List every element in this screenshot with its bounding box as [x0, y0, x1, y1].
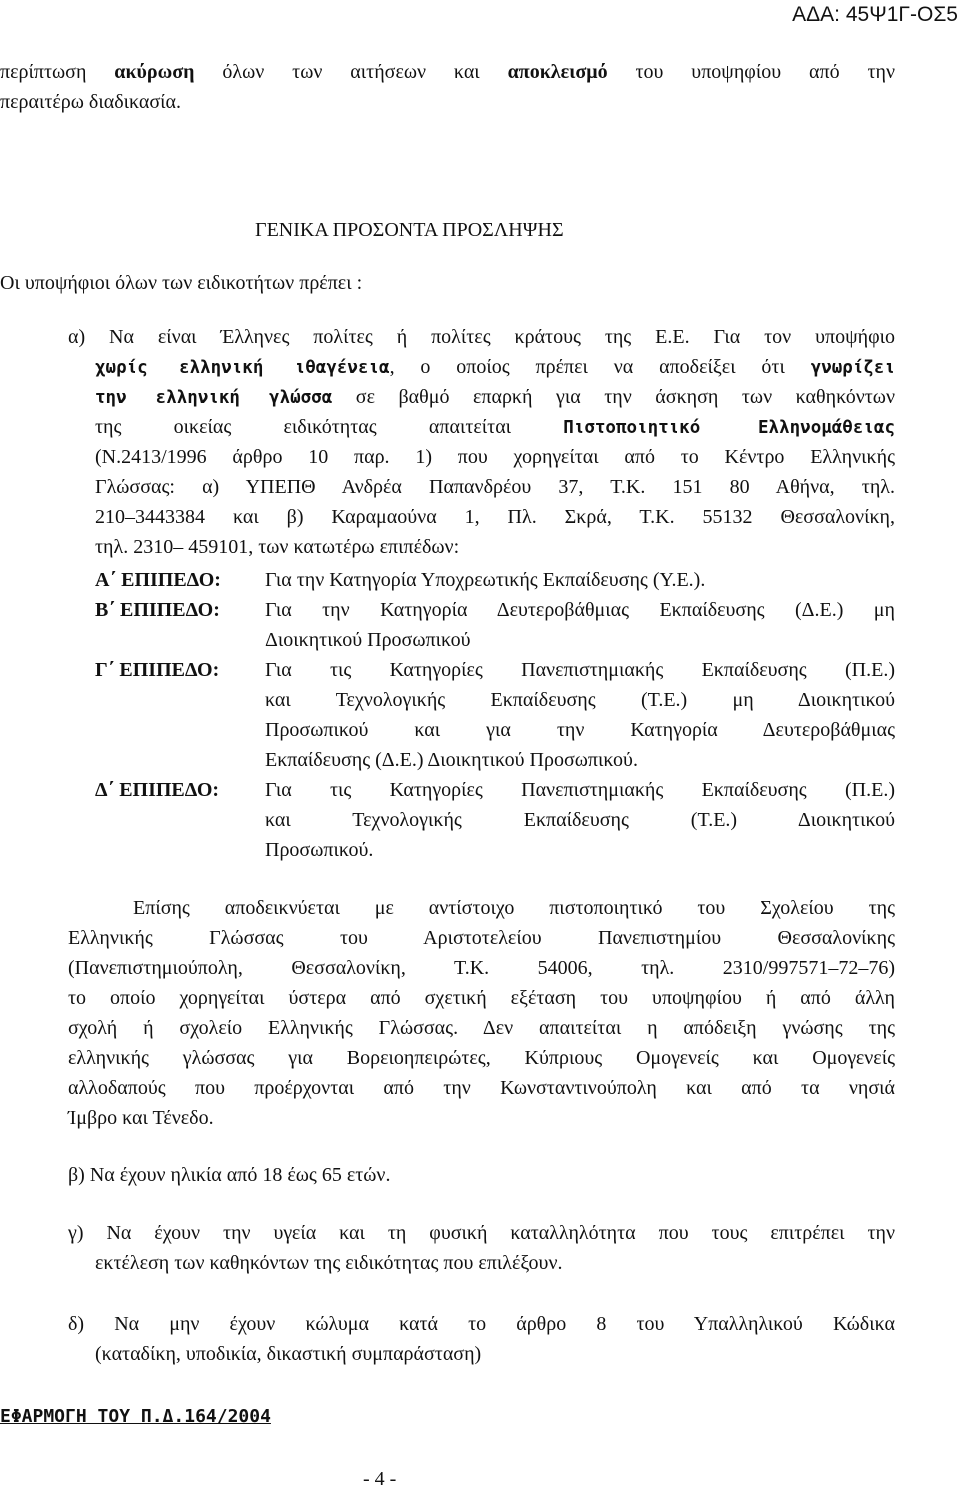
item-c-line-1: γ) Να έχουν την υγεία και τη φυσική καταλληλότητα που τους επιτρέπει την	[68, 1222, 895, 1244]
intro-line-1: περίπτωση ακύρωση όλων των αιτήσεων και αποκλεισμό του υποψηφίου από την	[0, 61, 895, 83]
level-c-line: και Τεχνολογικής Εκπαίδευσης (Τ.Ε.) μη Διοικητικού	[265, 689, 895, 711]
level-d-line: Προσωπικού.	[265, 839, 374, 861]
item-c-line-2: εκτέλεση των καθηκόντων της ειδικότητας που επιλέξουν.	[95, 1252, 563, 1274]
level-c-line: Για τις Κατηγορίες Πανεπιστημιακής Εκπαίδευσης (Π.Ε.)	[265, 659, 895, 681]
item-d-line-2: (καταδίκη, υποδικία, δικαστική συμπαράσταση)	[95, 1343, 482, 1365]
item-a-line-1: α) Να είναι Έλληνες πολίτες ή πολίτες κράτους της Ε.Ε. Για τον υποψήφιο	[68, 326, 895, 348]
also-line: Ελληνικής Γλώσσας του Αριστοτελείου Πανεπιστημίου Θεσσαλονίκης	[68, 927, 895, 949]
also-line: το οποίο χορηγείται ύστερα από σχετική εξέταση του υποψηφίου ή από άλλη	[68, 987, 895, 1009]
level-c-line: Εκπαίδευσης (Δ.Ε.) Διοικητικού Προσωπικού.	[265, 749, 638, 771]
level-a-line: Για την Κατηγορία Υποχρεωτικής Εκπαίδευσης (Υ.Ε.).	[265, 569, 706, 591]
also-paragraph	[68, 893, 895, 1133]
item-a-line-3: την ελληνική γλώσσα σε βαθμό επαρκή για την άσκηση των καθηκόντων	[95, 386, 895, 408]
item-a-line-8: τηλ. 2310– 459101, των κατωτέρω επιπέδων:	[95, 536, 460, 558]
item-b: β) Να έχουν ηλικία από 18 έως 65 ετών.	[68, 1164, 391, 1186]
item-a-line-2: χωρίς ελληνική ιθαγένεια, ο οποίος πρέπει να αποδείξει ότι γνωρίζει	[95, 356, 895, 378]
page-number: - 4 -	[363, 1468, 397, 1490]
candidates-intro: Οι υποψήφιοι όλων των ειδικοτήτων πρέπει :	[0, 272, 363, 294]
application-heading: ΕΦΑΡΜΟΓΗ ΤΟΥ Π.Δ.164/2004	[0, 1406, 271, 1427]
also-line: Επίσης αποδεικνύεται με αντίστοιχο πιστοποιητικό του Σχολείου της	[133, 897, 895, 919]
level-d-text	[265, 775, 895, 865]
level-c-label: Γ΄ ΕΠΙΠΕΔΟ:	[95, 659, 220, 681]
level-c-text	[265, 655, 895, 775]
item-d-line-1: δ) Να μην έχουν κώλυμα κατά το άρθρο 8 του Υπαλληλικού Κώδικα	[68, 1313, 895, 1335]
also-line: (Πανεπιστημιούπολη, Θεσσαλονίκη, Τ.Κ. 54006, τηλ. 2310/997571–72–76)	[68, 957, 895, 979]
also-line: σχολή ή σχολείο Ελληνικής Γλώσσας. Δεν απαιτείται η απόδειξη γνώσης της	[68, 1017, 895, 1039]
level-b-line: Διοικητικού Προσωπικού	[265, 629, 471, 651]
level-a-label: Α΄ ΕΠΙΠΕΔΟ:	[95, 569, 221, 591]
level-a-text	[265, 565, 895, 595]
level-b-label: Β΄ ΕΠΙΠΕΔΟ:	[95, 599, 220, 621]
also-line: ελληνικής γλώσσας για Βορειοηπειρώτες, Κύπριους Ομογενείς και Ομογενείς	[68, 1047, 895, 1069]
intro-paragraph	[0, 57, 895, 117]
ada-code: ΑΔΑ: 45Ψ1Γ-ΟΣ5	[792, 3, 958, 26]
item-a-line-6: Γλώσσας: α) ΥΠΕΠΘ Ανδρέα Παπανδρέου 37, Τ.Κ. 151 80 Αθήνα, τηλ.	[95, 476, 895, 498]
item-d	[68, 1309, 895, 1369]
level-d-line: και Τεχνολογικής Εκπαίδευσης (Τ.Ε.) Διοικητικού	[265, 809, 895, 831]
item-a-line-4: της οικείας ειδικότητας απαιτείται Πιστοποιητικό Ελληνομάθειας	[95, 416, 895, 438]
item-a-line-5: (Ν.2413/1996 άρθρο 10 παρ. 1) που χορηγείται από το Κέντρο Ελληνικής	[95, 446, 895, 468]
level-c-line: Προσωπικού και για την Κατηγορία Δευτεροβάθμιας	[265, 719, 895, 741]
level-d-label: Δ΄ ΕΠΙΠΕΔΟ:	[95, 779, 220, 801]
level-d-line: Για τις Κατηγορίες Πανεπιστημιακής Εκπαίδευσης (Π.Ε.)	[265, 779, 895, 801]
item-c	[68, 1218, 895, 1278]
also-line: Ίμβρο και Τένεδο.	[68, 1107, 214, 1129]
level-b-text	[265, 595, 895, 655]
level-b-line: Για την Κατηγορία Δευτεροβάθμιας Εκπαίδευσης (Δ.Ε.) μη	[265, 599, 895, 621]
item-a-line-7: 210–3443384 και β) Καραμαούνα 1, Πλ. Σκρά, Τ.Κ. 55132 Θεσσαλονίκη,	[95, 506, 895, 528]
section-title: ΓΕΝΙΚΑ ΠΡΟΣΟΝΤΑ ΠΡΟΣΛΗΨΗΣ	[255, 219, 564, 241]
item-a-body	[95, 352, 895, 562]
intro-line-2: περαιτέρω διαδικασία.	[0, 91, 182, 113]
also-line: αλλοδαπούς που προέρχονται από την Κωνσταντινούπολη και από τα νησιά	[68, 1077, 895, 1099]
